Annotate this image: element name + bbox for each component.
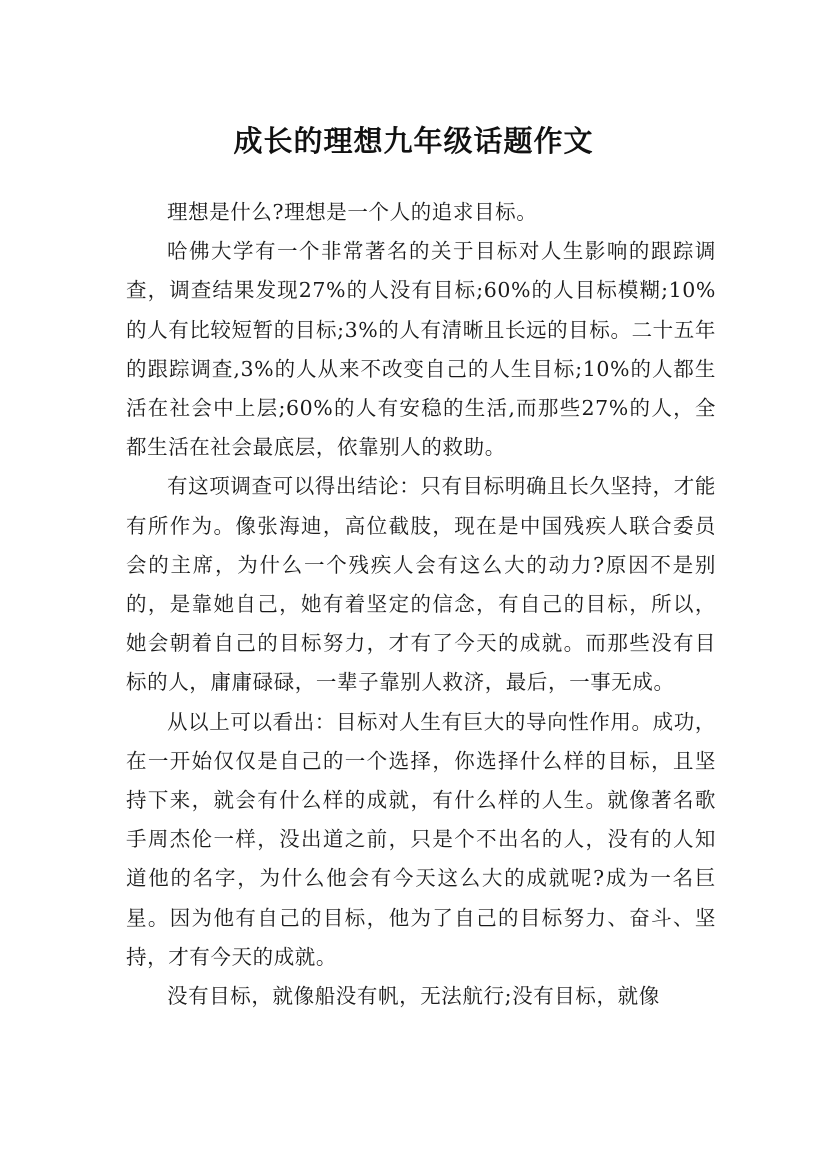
paragraph-3: 有这项调查可以得出结论：只有目标明确且长久坚持，才能有所作为。像张海迪，高位截肢，现在是中国残疾人联合委员会的主席，为什么一个残疾人会有这么大的动力?原因不是别的，是靠她自己，她有着坚定的信念，有自己的目标，所以，她会朝着自己的目标努力，才有了今天的成就。而那些没有目标的人，庸庸碌碌，一辈子靠别人救济，最后，一事无成。: [126, 474, 716, 695]
paragraph-2: 哈佛大学有一个非常著名的关于目标对人生影响的跟踪调查，调查结果发现27%的人没有目标;60%的人目标模糊;10%的人有比较短暂的目标;3%的人有清晰且长远的目标。二十五年的跟踪调查,3%的人从来不改变自己的人生目标;10%的人都生活在社会中上层;60%的人有安稳的生活,而那些27%的人，全都生活在社会最底层，依靠别人的救助。: [126, 239, 716, 460]
paragraph-4: 从以上可以看出：目标对人生有巨大的导向性作用。成功，在一开始仅仅是自己的一个选择，你选择什么样的目标，且坚持下来，就会有什么样的成就，有什么样的人生。就像著名歌手周杰伦一样，没出道之前，只是个不出名的人，没有的人知道他的名字，为什么他会有今天这么大的成就呢?成为一名巨星。因为他有自己的目标，他为了自己的目标努力、奋斗、坚持，才有今天的成就。: [126, 709, 716, 969]
paragraph-1: 理想是什么?理想是一个人的追求目标。: [167, 200, 538, 224]
document-title: 成长的理想九年级话题作文: [233, 124, 594, 159]
paragraph-5: 没有目标，就像船没有帆，无法航行;没有目标，就像: [167, 984, 660, 1009]
document-body: [126, 193, 716, 1016]
